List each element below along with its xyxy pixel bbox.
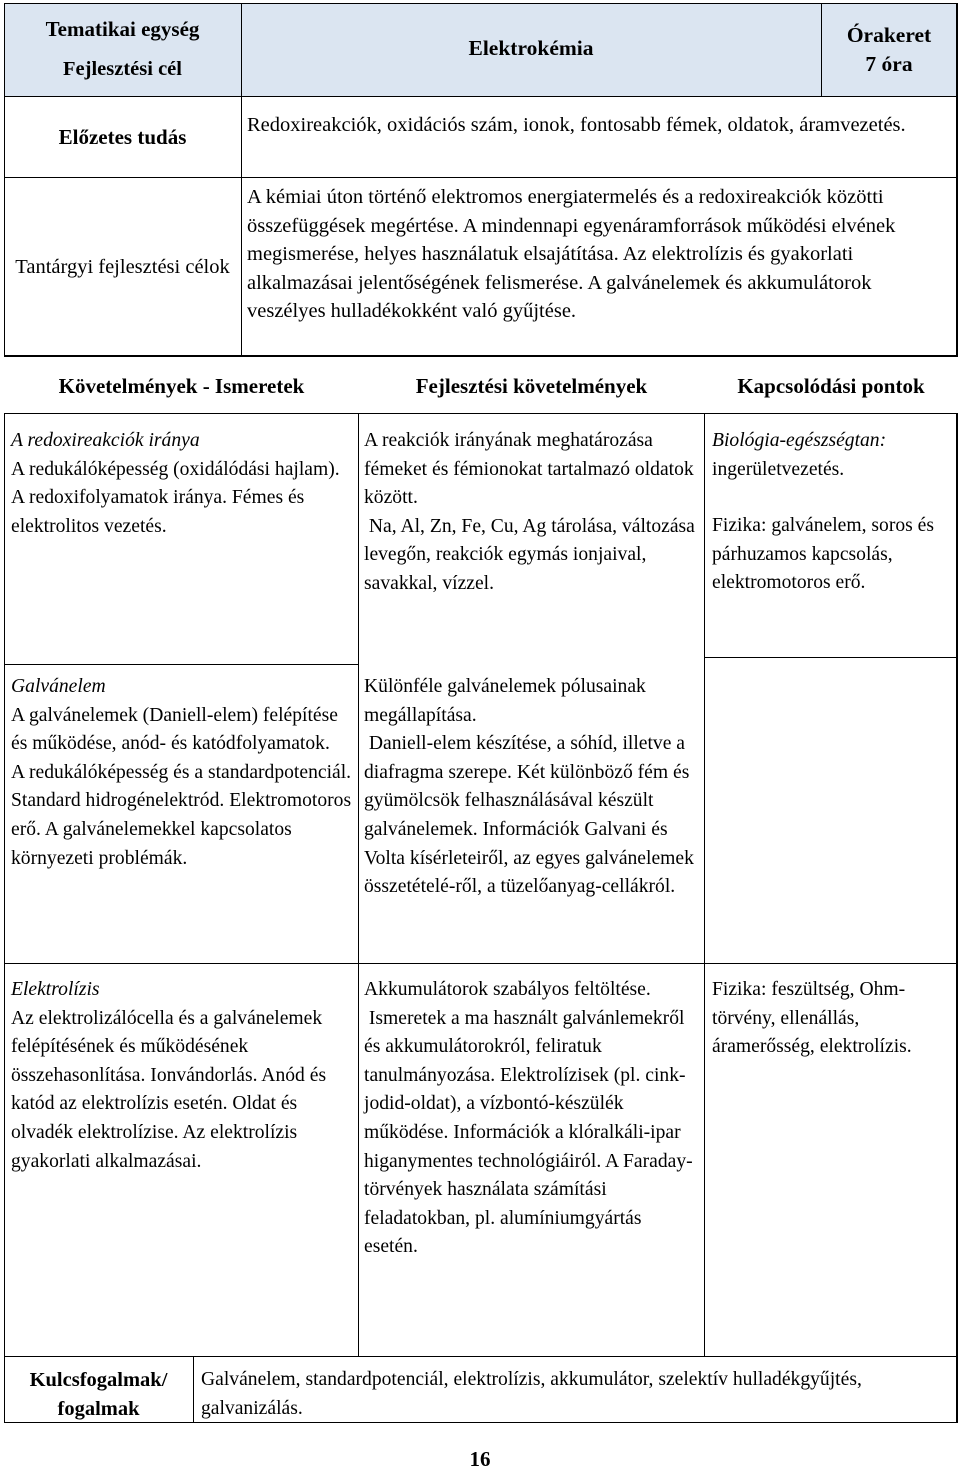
row1-development-text: A reakciók irányának meghatározása fémeket és fémionokat tartalmazó oldatok között. — [364, 430, 694, 509]
row3-development-text2: Ismeretek a ma használt galvánlemekről és akkumulátorokról, feliratuk tanulmányozása. Elektrolízisek (pl. cink-jodid-oldat), a vízbontó-készülék működése. Információk a klóralkáli-ipar higanymentes technológiáiról. A Faraday-törvények használata számítási feladatokban, pl. alumíniumgyártás esetén. — [364, 1007, 693, 1258]
row3-development-text: Akkumulátorok szabályos feltöltése. — [364, 979, 651, 1000]
col-header-development: Fejlesztési követelmények — [415, 374, 648, 398]
row1-connections — [712, 427, 952, 598]
goal-label: Fejlesztési cél — [63, 58, 182, 80]
row3-requirements-text: Az elektrolizálócella és a galvánelemek felépítésének és működésének összehasonlítása. Ionvándorlás. Anód és katód az elektrolízis esetén. Oldat és olvadék elektrolízise. Az elektrolízis gyakorlati alkalmazásai. — [11, 1007, 327, 1172]
goals-text: A kémiai úton történő elektromos energiatermelés és a redoxireakciók közötti összefüggések megértése. A mindennapi egyenáramforrások működési elvének megismerése, helyes használatuk elsajátítása. Az elektrolízis és gyakorlati alkalmazásai jelentőségének felismerése. A galvánelemek és akkumulátorok veszélyes hulladékokként való gyűjtése. — [247, 186, 896, 323]
row2-requirements-title: Galvánelem — [11, 676, 106, 697]
row1-requirements-title: A redoxireakciók iránya — [11, 430, 200, 451]
hours-label: Órakeret — [846, 23, 932, 47]
row1-connections-title: Biológia-egészségtan: — [712, 430, 887, 451]
row3-requirements-title: Elektrolízis — [11, 979, 100, 1000]
row3-connections-text: Fizika: feszültség, Ohm-törvény, ellenállás, áramerősség, elektrolízis. — [712, 979, 912, 1058]
row1-development-text2: Na, Al, Zn, Fe, Cu, Ag tárolása, változása levegőn, reakciók egymás ionjaival, savakkal, vízzel. — [364, 515, 700, 594]
topic-title: Elektrokémia — [468, 36, 594, 60]
row2-requirements-text2: A redukálóképesség és a standardpotenciál. Standard hidrogénelektród. Elektromotoros erő. A galvánelemekkel kapcsolatos környezeti problémák. — [11, 761, 352, 869]
key-concepts-text: Galvánelem, standardpotenciál, elektrolízis, akkumulátor, szelektív hulladékgyűjtés, galvanizálás. — [201, 1369, 862, 1419]
row2-requirements-text: A galvánelemek (Daniell-elem) felépítése és működése, anód- és katódfolyamatok. — [11, 704, 338, 755]
row3-requirements — [11, 976, 353, 1176]
row1-requirements-text: A redukálóképesség (oxidálódási hajlam). A redoxifolyamatok iránya. Fémes és elektrolitos vezetés. — [11, 458, 340, 537]
row2-development — [364, 673, 700, 902]
row3-connections — [712, 976, 912, 1062]
row1-requirements — [11, 427, 353, 541]
col-header-connections: Kapcsolódási pontok — [737, 374, 925, 398]
col-header-requirements: Követelmények - Ismeretek — [58, 374, 305, 398]
topic-label: Tematikai egység — [45, 17, 200, 41]
row2-requirements — [11, 673, 353, 873]
goals-label: Tantárgyi fejlesztési célok — [15, 255, 230, 278]
row1-development — [364, 427, 700, 599]
row1-connections-text: ingerületvezetés. — [712, 458, 845, 480]
row1-connections-text2: Fizika: galvánelem, soros és párhuzamos kapcsolás, elektromotoros erő. — [712, 515, 935, 594]
page-number: 16 — [469, 1447, 491, 1471]
row3-development — [364, 976, 700, 1262]
row2-development-text2: Daniell-elem készítése, a sóhíd, illetve a diafragma szerepe. Két különböző fém és gyümölcsök felhasználásával készült galvánelemek. Információk Galvani és Volta kísérleteiről, az egyes galvánelemek összetételé-ről, a tüzelőanyag-cellákról. — [364, 733, 699, 898]
row2-development-text: Különféle galvánelemek pólusainak megállapítása. — [364, 676, 646, 726]
key-concepts-label: Kulcsfogalmak/ fogalmak — [29, 1369, 168, 1420]
prior-text: Redoxireakciók, oxidációs szám, ionok, fontosabb fémek, oldatok, áramvezetés. — [247, 114, 906, 136]
prior-label: Előzetes tudás — [58, 124, 187, 149]
hours-value: 7 óra — [865, 52, 913, 76]
